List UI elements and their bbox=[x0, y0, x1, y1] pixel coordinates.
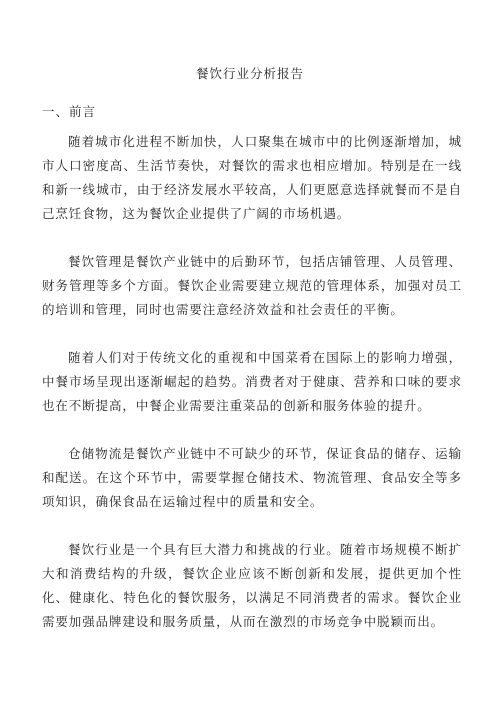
document-title: 餐饮行业分析报告 bbox=[195, 66, 304, 81]
section-heading: 一、前言 bbox=[42, 104, 97, 119]
paragraph-3: 随着人们对于传统文化的重视和中国菜肴在国际上的影响力增强，中餐市场呈现出逐渐崛起的趋势。消费者对于健康、营养和口味的要求也在不断提高，中餐企业需要注重菜品的创新和服务体验的提升。 bbox=[42, 350, 462, 413]
paragraph-5: 餐饮行业是一个具有巨大潜力和挑战的行业。随着市场规模不断扩大和消费结构的升级，餐饮企业应该不断创新和发展，提供更加个性化、健康化、特色化的餐饮服务，以满足不同消费者的需求。餐饮企业需要加强品牌建设和服务质量，从而在激烈的市场竞争中脱颖而出。 bbox=[42, 542, 462, 629]
paragraph-1: 随着城市化进程不断加快，人口聚集在城市中的比例逐渐增加，城市人口密度高、生活节奏快，对餐饮的需求也相应增加。特别是在一线和新一线城市，由于经济发展水平较高，人们更愿意选择就餐而不是自己烹饪食物，这为餐饮企业提供了广阔的市场机遇。 bbox=[42, 134, 462, 221]
paragraph-4: 仓储物流是餐饮产业链中不可缺少的环节，保证食品的储存、运输和配送。在这个环节中，需要掌握仓储技术、物流管理、食品安全等多项知识，确保食品在运输过程中的质量和安全。 bbox=[42, 446, 462, 509]
paragraph-2: 餐饮管理是餐饮产业链中的后勤环节，包括店铺管理、人员管理、财务管理等多个方面。餐饮企业需要建立规范的管理体系，加强对员工的培训和管理，同时也需要注意经济效益和社会责任的平衡。 bbox=[42, 254, 462, 317]
